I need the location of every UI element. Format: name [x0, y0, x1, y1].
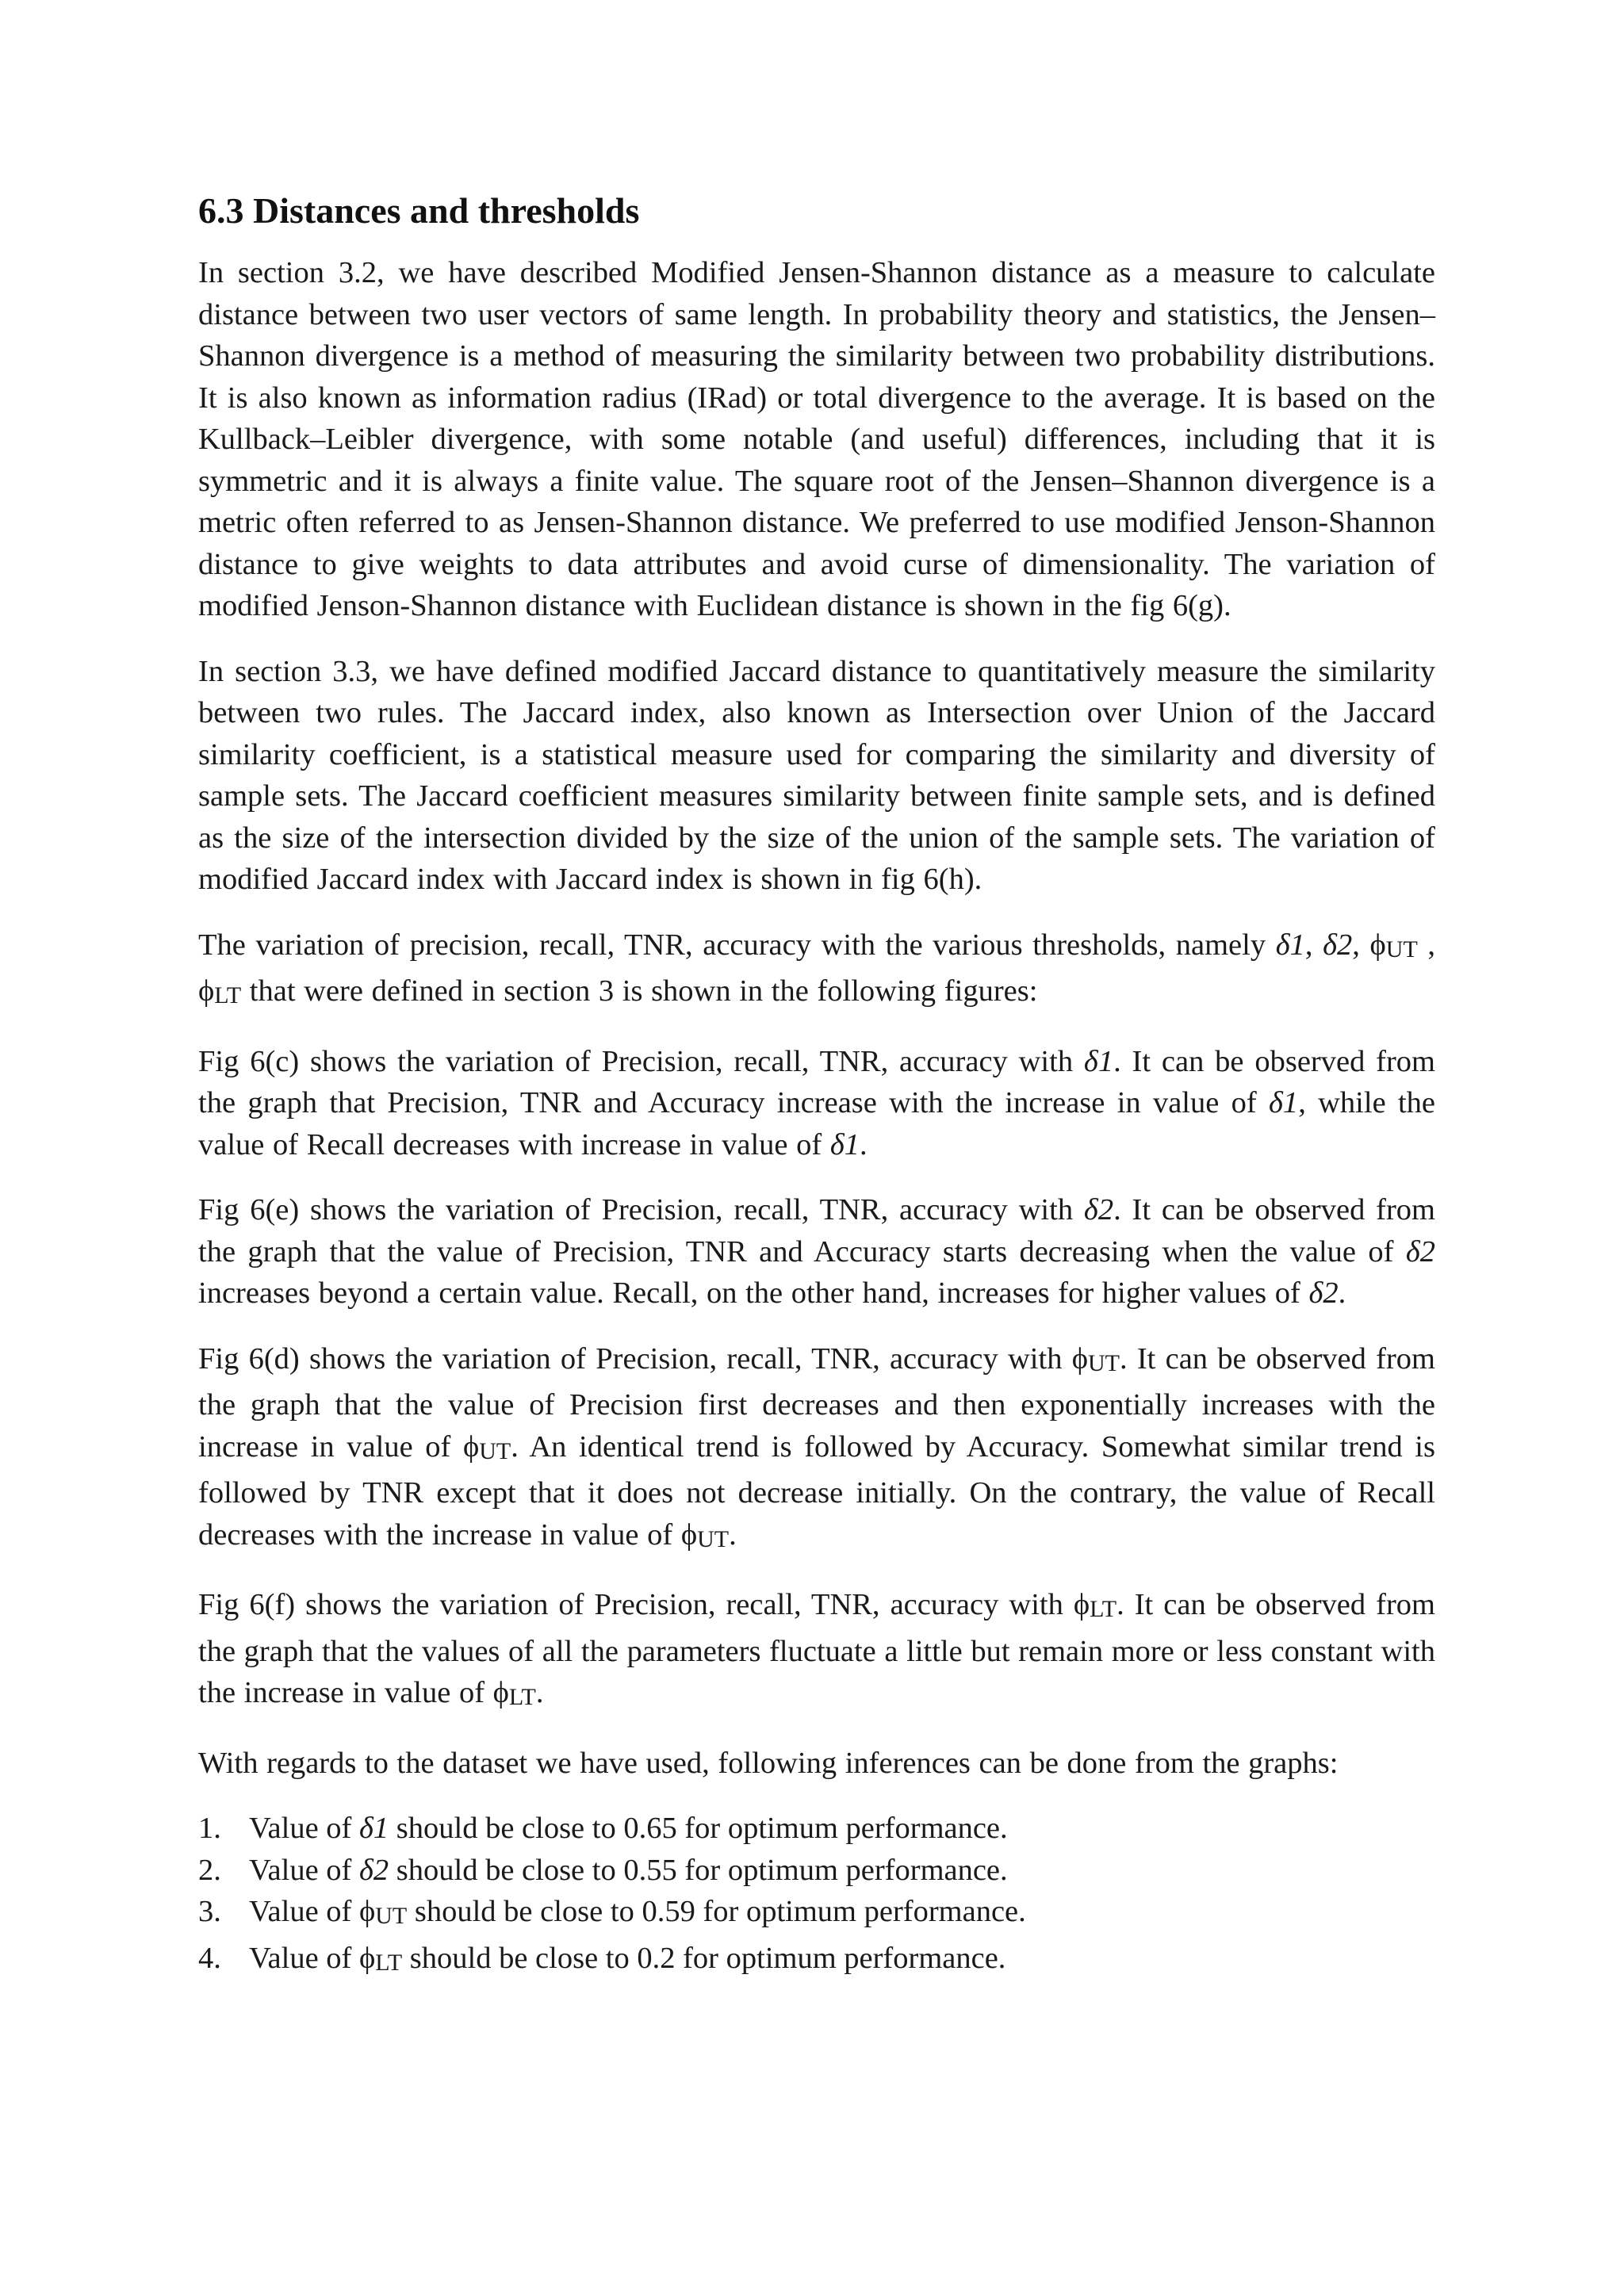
text-run: Fig 6(c) shows the variation of Precision, recall, TNR, accuracy with [198, 1044, 1084, 1078]
text-run: The variation of precision, recall, TNR, accuracy with the various thresholds, namely [198, 928, 1276, 962]
text-run: should be close to 0.59 for optimum performance. [407, 1895, 1026, 1928]
delta1-symbol: δ1 [1275, 928, 1305, 962]
list-number: 3. [198, 1895, 221, 1928]
text-run: . It can be observed from the graph that the value of Precision first decreases and then exponentially increases with the increase in value of [198, 1341, 1435, 1464]
subscript-lt: LT [375, 1949, 403, 1976]
text-run: . An identical trend is followed by Accuracy. Somewhat similar trend is followed by TNR except that it does not decrease initially. On the contrary, the value of Recall decreases with the increase in value of [198, 1429, 1435, 1552]
subscript-lt: LT [1090, 1596, 1117, 1622]
subscript-lt: LT [214, 982, 242, 1008]
delta1-symbol: δ1 [829, 1127, 860, 1161]
phi-symbol: ϕ [198, 974, 215, 1008]
subscript-ut: UT [1385, 936, 1418, 962]
text-run: . It can be observed from the graph that Precision, TNR and Accuracy increase with the increase in value of [198, 1044, 1435, 1119]
subscript-lt: LT [508, 1684, 536, 1710]
text-run: . [729, 1517, 737, 1552]
text-run: should be close to 0.2 for optimum performance. [402, 1941, 1006, 1975]
text-run: Fig 6(f) shows the variation of Precision, recall, TNR, accuracy with [198, 1588, 1074, 1621]
list-item [198, 1891, 1435, 1938]
phi-symbol: ϕ [492, 1676, 509, 1709]
list-item [198, 1938, 1435, 1984]
text-run: Fig 6(e) shows the variation of Precision, recall, TNR, accuracy with [198, 1193, 1084, 1226]
delta1-symbol: δ1 [1269, 1086, 1299, 1119]
phi-symbol: ϕ [462, 1429, 480, 1464]
subscript-ut: UT [479, 1437, 511, 1464]
paragraph-fig-6d [198, 1338, 1435, 1561]
text-run: . [535, 1676, 544, 1709]
text-run: , [1417, 928, 1436, 962]
text-run: , [1304, 928, 1323, 962]
subscript-ut: UT [1087, 1349, 1120, 1376]
text-run: Value of [249, 1941, 359, 1975]
paragraph-inferences-intro: With regards to the dataset we have used, following inferences can be done from the graphs: [198, 1746, 1339, 1780]
paragraph-thresholds-intro [198, 924, 1435, 1017]
phi-symbol: ϕ [358, 1895, 376, 1928]
list-item [198, 1850, 1435, 1892]
list-number: 4. [198, 1941, 221, 1975]
paragraph-jaccard: In section 3.3, we have defined modified Jaccard distance to quantitatively measure the similarity between two rules. The Jaccard index, also known as Intersection over Union of the Jaccard similarity coefficient, is a statistical measure used for comparing the similarity and diversity of sample sets. The Jaccard coefficient measures similarity between finite sample sets, and is defined as the size of the intersection divided by the size of the union of the sample sets. The variation of modified Jaccard index with Jaccard index is shown in fig 6(h). [198, 654, 1435, 896]
text-run: should be close to 0.55 for optimum performance. [389, 1853, 1008, 1887]
list-item [198, 1808, 1435, 1850]
delta2-symbol: δ2 [1308, 1276, 1339, 1310]
phi-symbol: ϕ [1369, 928, 1386, 962]
paragraph-jensen-shannon: In section 3.2, we have described Modified Jensen-Shannon distance as a measure to calculate distance between two user vectors of same length. In probability theory and statistics, the Jensen–Shannon divergence is a method of measuring the similarity between two probability distributions. It is also known as information radius (IRad) or total divergence to the average. It is based on the Kullback–Leibler divergence, with some notable (and useful) differences, including that it is symmetric and it is always a finite value. The square root of the Jensen–Shannon divergence is a metric often referred to as Jensen-Shannon distance. We preferred to use modified Jenson-Shannon distance to give weights to data attributes and avoid curse of dimensionality. The variation of modified Jenson-Shannon distance with Euclidean distance is shown in the fig 6(g). [198, 256, 1435, 622]
subscript-ut: UT [375, 1903, 408, 1929]
text-run: that were defined in section 3 is shown in the following figures: [241, 974, 1038, 1008]
list-number: 1. [198, 1812, 221, 1845]
delta2-symbol: δ2 [1323, 928, 1353, 962]
text-run: should be close to 0.65 for optimum performance. [389, 1812, 1008, 1845]
delta1-symbol: δ1 [1083, 1044, 1114, 1078]
text-run: . It can be observed from the graph that the value of Precision, TNR and Accuracy starts decreasing when the value of [198, 1193, 1435, 1269]
text-run: Value of [249, 1812, 359, 1845]
list-number: 2. [198, 1853, 221, 1887]
text-run: . [859, 1127, 868, 1161]
inferences-list [198, 1808, 1435, 1984]
paragraph-fig-6e [198, 1189, 1435, 1314]
delta2-symbol: δ2 [1083, 1193, 1114, 1226]
phi-symbol: ϕ [680, 1517, 698, 1552]
delta2-symbol: δ2 [1405, 1234, 1435, 1269]
subscript-ut: UT [697, 1525, 730, 1552]
paragraph-fig-6f [198, 1584, 1435, 1719]
section-heading: 6.3 Distances and thresholds [198, 190, 640, 231]
delta1-symbol: δ1 [358, 1812, 389, 1845]
text-run: Fig 6(d) shows the variation of Precision, recall, TNR, accuracy with [198, 1341, 1072, 1376]
paragraph-fig-6c [198, 1041, 1435, 1166]
document-page [198, 187, 1435, 1984]
delta2-symbol: δ2 [358, 1853, 389, 1887]
text-run: Value of [249, 1895, 359, 1928]
text-run: , [1352, 928, 1370, 962]
text-run: Value of [249, 1853, 359, 1887]
text-run: increases beyond a certain value. Recall, on the other hand, increases for higher values of [198, 1276, 1309, 1310]
phi-symbol: ϕ [1073, 1588, 1090, 1621]
phi-symbol: ϕ [1071, 1341, 1088, 1376]
phi-symbol: ϕ [358, 1941, 376, 1975]
text-run: . It can be observed from the graph that the values of all the parameters fluctuate a little but remain more or less constant with the increase in value of [198, 1588, 1435, 1709]
text-run: , while the value of Recall decreases with increase in value of [198, 1086, 1436, 1161]
text-run: . [1338, 1276, 1346, 1310]
